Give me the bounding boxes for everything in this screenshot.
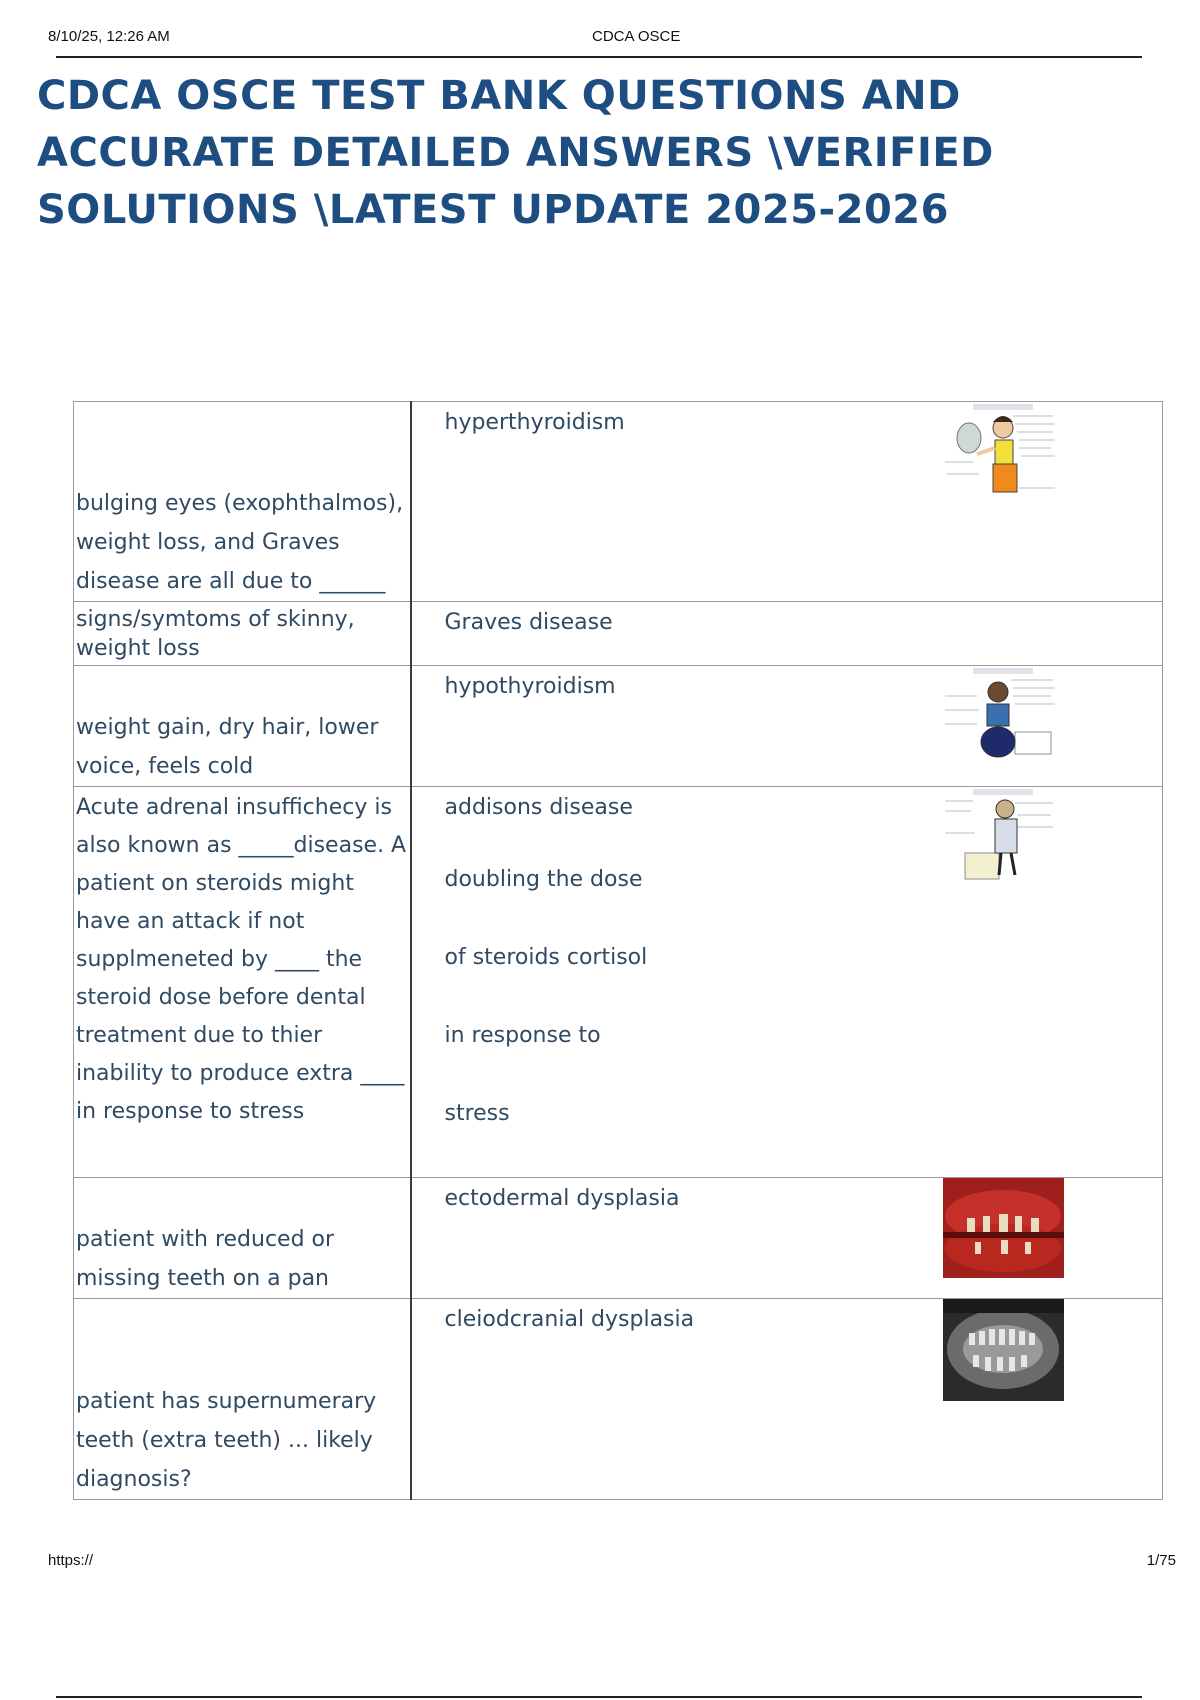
answer-text: hyperthyroidism xyxy=(444,410,625,435)
question-text: bulging eyes (exophthalmos), weight loss, and Graves disease are all due to ______ xyxy=(76,491,404,594)
question-cell xyxy=(74,602,411,666)
answer-text: of steroids cortisol xyxy=(444,945,648,970)
answer-text: addisons disease xyxy=(444,795,633,820)
hypothyroidism-cartoon-image xyxy=(943,666,1064,764)
question-text: signs/symtoms of skinny, weight loss xyxy=(76,607,355,661)
answer-text: in response to xyxy=(444,1023,601,1048)
footer-divider xyxy=(56,1696,1142,1698)
question-text: weight gain, dry hair, lower voice, feels cold xyxy=(76,715,379,779)
table-row xyxy=(74,402,1163,602)
cleidocranial-xray-image xyxy=(943,1299,1064,1401)
table-row xyxy=(74,666,1163,787)
answer-cell xyxy=(411,1178,1163,1299)
question-text: patient has supernumerary teeth (extra teeth) ... likely diagnosis? xyxy=(76,1389,377,1492)
table-row xyxy=(74,1178,1163,1299)
table-row xyxy=(74,602,1163,666)
answer-cell xyxy=(411,1299,1163,1500)
answer-text: hypothyroidism xyxy=(444,674,616,699)
answer-cell xyxy=(411,787,1163,1178)
ectodermal-dysplasia-photo xyxy=(943,1178,1064,1278)
answer-text: cleiodcranial dysplasia xyxy=(444,1307,695,1332)
flashcard-table xyxy=(73,401,1163,1500)
answer-cell xyxy=(411,666,1163,787)
hyperthyroidism-cartoon-image xyxy=(943,402,1064,500)
print-date: 8/10/25, 12:26 AM xyxy=(48,28,170,45)
question-text: Acute adrenal insuffichecy is also known as _____disease. A patient on steroids might have an attack if not supplmeneted by ____ the steroid dose before dental treatment due to thier inability to produce extra ____ in response to stress xyxy=(76,795,407,1124)
question-cell xyxy=(74,787,411,1178)
header-divider xyxy=(56,56,1142,58)
question-cell xyxy=(74,402,411,602)
table-row xyxy=(74,1299,1163,1500)
question-text: patient with reduced or missing teeth on a pan xyxy=(76,1227,335,1291)
answer-text: ectodermal dysplasia xyxy=(444,1186,680,1211)
answer-cell xyxy=(411,402,1163,602)
document-title: CDCA OSCE TEST BANK QUESTIONS AND ACCURATE DETAILED ANSWERS \VERIFIED SOLUTIONS \LATEST UPDATE 2025-2026 xyxy=(37,73,994,233)
question-cell xyxy=(74,1299,411,1500)
print-header-title: CDCA OSCE xyxy=(592,28,681,45)
question-cell xyxy=(74,1178,411,1299)
question-cell xyxy=(74,666,411,787)
footer-url: https:// xyxy=(48,1552,94,1569)
answer-text: Graves disease xyxy=(444,610,613,635)
answer-text: stress xyxy=(444,1101,510,1126)
answer-cell xyxy=(411,602,1163,666)
answer-text: doubling the dose xyxy=(444,867,643,892)
addisons-cartoon-image xyxy=(943,787,1064,885)
table-row xyxy=(74,787,1163,1178)
page-number: 1/75 xyxy=(1146,1552,1176,1569)
